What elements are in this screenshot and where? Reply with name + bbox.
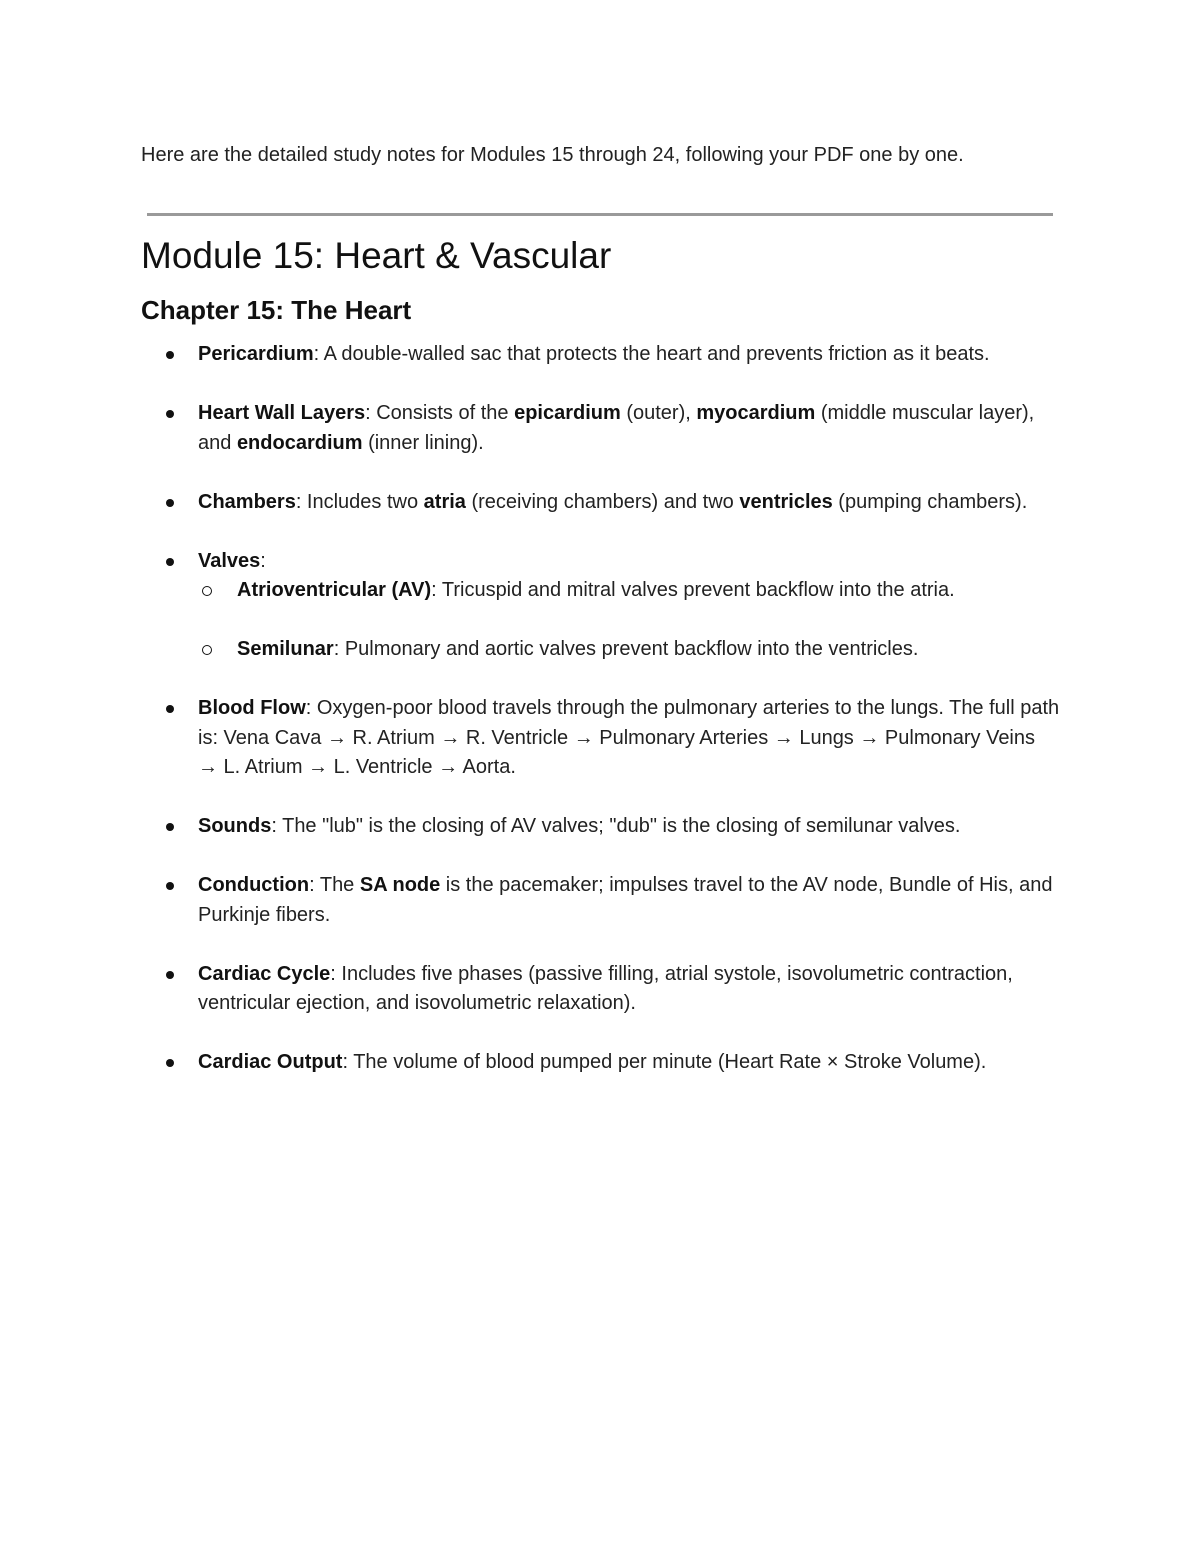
- bullet-icon: [166, 882, 174, 890]
- term-chambers: Chambers: [198, 490, 296, 513]
- term-atria: atria: [423, 490, 466, 513]
- desc-sounds: : The "lub" is the closing of AV valves; "dub" is the closing of semilunar valves.: [271, 815, 961, 837]
- term-atrioventricular: Atrioventricular (AV): [237, 579, 432, 601]
- desc-pericardium: : A double-walled sac that protects the heart and prevents friction as it beats.: [313, 343, 990, 365]
- sublist-item-av: [198, 576, 1060, 606]
- list-item-blood-flow: [0, 694, 1200, 783]
- desc-part: (middle muscular layer), and: [198, 402, 1035, 454]
- list-item-cardiac-cycle: [0, 960, 1200, 1019]
- hollow-bullet-icon: [202, 586, 212, 596]
- desc-part: : Includes two: [295, 490, 424, 513]
- bullet-icon: [166, 410, 174, 418]
- bullet-icon: [166, 823, 174, 831]
- desc-part: : Consists of the: [365, 402, 515, 424]
- term-semilunar: Semilunar: [237, 638, 334, 660]
- desc-part: (receiving chambers) and two: [465, 490, 740, 513]
- valves-sublist: [198, 576, 1060, 665]
- desc-atrioventricular: : Tricuspid and mitral valves prevent backflow into the atria.: [431, 579, 955, 601]
- bullet-icon: [166, 971, 174, 979]
- list-item-chambers: [0, 488, 1200, 518]
- bullet-icon: [166, 499, 174, 507]
- term-sounds: Sounds: [198, 815, 272, 837]
- intro-text: Here are the detailed study notes for Modules 15 through 24, following your PDF one by one.: [141, 144, 964, 166]
- bullet-icon: [166, 1059, 174, 1067]
- term-cardiac-cycle: Cardiac Cycle: [198, 962, 331, 985]
- term-epicardium: epicardium: [514, 402, 621, 424]
- bullet-icon: [166, 558, 174, 566]
- list-item-sounds: [0, 812, 1200, 842]
- desc-part: (pumping chambers).: [832, 490, 1028, 513]
- term-myocardium: myocardium: [696, 402, 816, 424]
- desc-part: (inner lining).: [362, 431, 484, 454]
- list-item-pericardium: [0, 340, 1200, 370]
- term-ventricles: ventricles: [739, 490, 833, 513]
- list-item-valves: [0, 547, 1200, 665]
- term-pericardium: Pericardium: [198, 343, 314, 365]
- bullet-icon: [166, 705, 174, 713]
- desc-part: is the pacemaker; impulses travel to the AV node, Bundle of His, and Purkinje fibers.: [198, 874, 1053, 926]
- hollow-bullet-icon: [202, 645, 212, 655]
- term-blood-flow: Blood Flow: [198, 697, 306, 719]
- term-sa-node: SA node: [359, 874, 441, 896]
- term-heart-wall-layers: Heart Wall Layers: [198, 402, 366, 424]
- list-item-conduction: [0, 871, 1200, 930]
- term-valves: Valves: [198, 549, 261, 572]
- desc-cardiac-cycle: : Includes five phases (passive filling, atrial systole, isovolumetric contraction, ventricular ejection, and isovolumetric relaxation).: [198, 962, 1013, 1014]
- desc-valves: :: [260, 549, 266, 572]
- term-endocardium: endocardium: [236, 431, 363, 454]
- list-item-heart-wall-layers: [0, 399, 1200, 458]
- horizontal-divider: [147, 213, 1053, 216]
- notes-list: [0, 340, 1200, 1107]
- desc-semilunar: : Pulmonary and aortic valves prevent backflow into the ventricles.: [333, 638, 919, 660]
- list-item-cardiac-output: [0, 1048, 1200, 1078]
- term-cardiac-output: Cardiac Output: [198, 1051, 343, 1073]
- module-title: Module 15: Heart & Vascular: [141, 235, 612, 276]
- chapter-title: Chapter 15: The Heart: [141, 295, 412, 325]
- term-conduction: Conduction: [198, 874, 310, 896]
- desc-part: (outer),: [620, 402, 697, 424]
- desc-blood-flow: : Oxygen-poor blood travels through the pulmonary arteries to the lungs. The full path is: Vena Cava → R. Atrium → R. Ventricle → Pulmonary Arteries → Lungs → Pulmonary Veins → L. Atrium → L. Ventricle → Aorta.: [198, 697, 1060, 778]
- desc-part: : The: [309, 874, 360, 896]
- bullet-icon: [166, 351, 174, 359]
- sublist-item-semilunar: [198, 635, 1060, 665]
- desc-cardiac-output: : The volume of blood pumped per minute (Heart Rate × Stroke Volume).: [342, 1051, 987, 1073]
